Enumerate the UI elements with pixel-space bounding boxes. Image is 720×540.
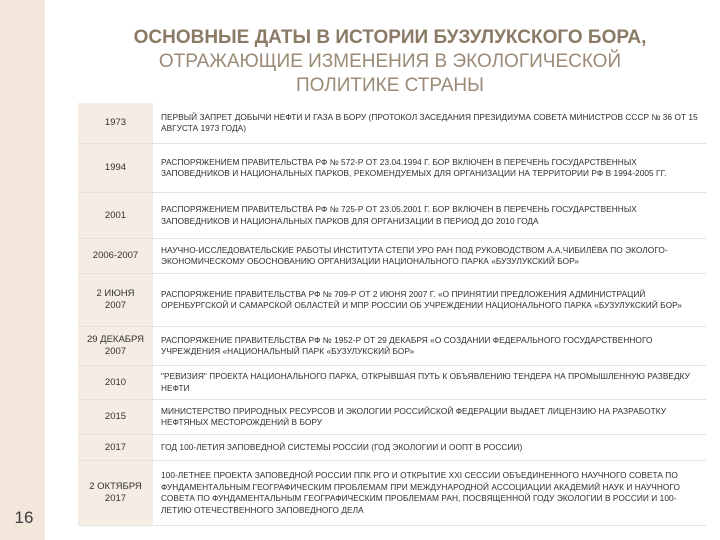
timeline-date: 2006-2007 [78,239,153,273]
timeline-row [78,239,706,274]
timeline-description: МИНИСТЕРСТВО ПРИРОДНЫХ РЕСУРСОВ И ЭКОЛОГИИ РОССИЙСКОЙ ФЕДЕРАЦИИ ВЫДАЕТ ЛИЦЕНЗИЮ НА РАЗРАБОТКУ НЕФТЯНЫХ МЕСТОРОЖДЕНИЙ В БОРУ [161,405,667,427]
timeline-row [78,144,706,193]
page-number: 16 [14,508,34,527]
timeline-date: 29 ДЕКАБРЯ 2007 [78,327,153,365]
timeline-row [78,327,706,366]
timeline-description: РАСПОРЯЖЕНИЕ ПРАВИТЕЛЬСТВА РФ № 1952-Р ОТ 29 ДЕКАБРЯ «О СОЗДАНИИ ФЕДЕРАЛЬНОГО ГОСУДАРСТВЕННОГО УЧРЕЖДЕНИЯ «НАЦИОНАЛЬНЫЙ ПАРК «БУЗУЛУКСКИЙ БОР» [161,334,653,356]
timeline-description: РАСПОРЯЖЕНИЕМ ПРАВИТЕЛЬСТВА РФ № 572-Р ОТ 23.04.1994 Г. БОР ВКЛЮЧЕН В ПЕРЕЧЕНЬ ГОСУДАРСТВЕННЫХ ЗАПОВЕДНИКОВ И НАЦИОНАЛЬНЫХ ПАРКОВ, РЕКОМЕНДУЕМЫХ ДЛЯ ОРГАНИЗАЦИИ НА ТЕРРИТОРИИ РФ В 1994-2005 ГГ. [161,156,667,178]
timeline-row [78,193,706,239]
timeline-date: 2017 [78,435,153,460]
timeline-description: ПЕРВЫЙ ЗАПРЕТ ДОБЫЧИ НЕФТИ И ГАЗА В БОРУ (ПРОТОКОЛ ЗАСЕДАНИЯ ПРЕЗИДИУМА СОВЕТА МИНИСТРОВ СССР № 36 ОТ 15 АВГУСТА 1973 ГОДА) [161,111,698,133]
timeline-date: 1994 [78,144,153,192]
timeline-row [78,103,706,144]
timeline-date: 2015 [78,400,153,434]
timeline-description: НАУЧНО-ИССЛЕДОВАТЕЛЬСКИЕ РАБОТЫ ИНСТИТУТА СТЕПИ УРО РАН ПОД РУКОВОДСТВОМ А.А.ЧИБИЛЁВА ПО ЭКОЛОГО-ЭКОНОМИЧЕСКОМУ ОБОСНОВАНИЮ ОРГАНИЗАЦИИ НАЦИОНАЛЬНОГО ПАРКА «БУЗУЛУКСКИЙ БОР» [161,244,668,266]
title-line-1: ОСНОВНЫЕ ДАТЫ В ИСТОРИИ БУЗУЛУКСКОГО БОРА, [133,27,647,48]
side-panel [0,0,45,540]
title-line-3: ПОЛИТИКЕ СТРАНЫ [296,75,484,96]
timeline-description: ГОД 100-ЛЕТИЯ ЗАПОВЕДНОЙ СИСТЕМЫ РОССИИ (ГОД ЭКОЛОГИИ И ООПТ В РОССИИ) [161,441,523,452]
timeline-description: 100-ЛЕТНЕЕ ПРОЕКТА ЗАПОВЕДНОЙ РОССИИ ППК РГО И ОТКРЫТИЕ XXI СЕССИИ ОБЪЕДИНЕННОГО НАУЧНОГО СОВЕТА ПО ФУНДАМЕНТАЛЬНЫМ ГЕОГРАФИЧЕСКИМ ПРОБЛЕМАМ ПРИ МЕЖДУНАРОДНОЙ АССОЦИАЦИИ АКАДЕМИЙ НАУК И НАУЧНОГО СОВЕТА ПО ФУНДАМЕНТАЛЬНЫМ ГЕОГРАФИЧЕСКИМ ПРОБЛЕМАМ РАН, ПОСВЯЩЕННОЙ ГОДУ ЭКОЛОГИИ В РОССИИ И 100-ЛЕТИЮ ОТЕЧЕСТВЕННОГО ЗАПОВЕДНОГО ДЕЛА [161,470,680,515]
timeline-row [78,435,706,461]
title-line-2: ОТРАЖАЮЩИЕ ИЗМЕНЕНИЯ В ЭКОЛОГИЧЕСКОЙ [158,51,622,72]
timeline-row [78,461,706,526]
timeline-description: РАСПОРЯЖЕНИЕ ПРАВИТЕЛЬСТВА РФ № 709-Р ОТ 2 ИЮНЯ 2007 Г. «О ПРИНЯТИИ ПРЕДЛОЖЕНИЯ АДМИНИСТРАЦИЙ ОРЕНБУРГСКОЙ И САМАРСКОЙ ОБЛАСТЕЙ И МПР РОССИИ ОБ УЧРЕЖДЕНИИ НАЦИОНАЛЬНОГО ПАРКА «БУЗУЛУКСКИЙ БОР» [161,288,682,310]
timeline-row [78,274,706,327]
timeline-date: 2 ОКТЯБРЯ 2017 [78,461,153,525]
timeline-row [78,366,706,400]
timeline-date: 2010 [78,366,153,399]
timeline-date: 1973 [78,103,153,143]
slide-title [60,26,720,98]
timeline-date: 2 ИЮНЯ 2007 [78,274,153,326]
timeline-row [78,400,706,435]
timeline-description: РАСПОРЯЖЕНИЕМ ПРАВИТЕЛЬСТВА РФ № 725-Р ОТ 23.05.2001 Г. БОР ВКЛЮЧЕН В ПЕРЕЧЕНЬ ГОСУДАРСТВЕННЫХ ЗАПОВЕДНИКОВ И НАЦИОНАЛЬНЫХ ПАРКОВ ДЛЯ ОРГАНИЗАЦИИ В ПЕРИОД ДО 2010 ГОДА [161,204,637,226]
timeline-date: 2001 [78,193,153,238]
timeline-description: "РЕВИЗИЯ" ПРОЕКТА НАЦИОНАЛЬНОГО ПАРКА, ОТКРЫВШАЯ ПУТЬ К ОБЪЯВЛЕНИЮ ТЕНДЕРА НА ПРОМЫШЛЕННУЮ РАЗВЕДКУ НЕФТИ [161,371,690,393]
timeline-table [78,103,706,526]
